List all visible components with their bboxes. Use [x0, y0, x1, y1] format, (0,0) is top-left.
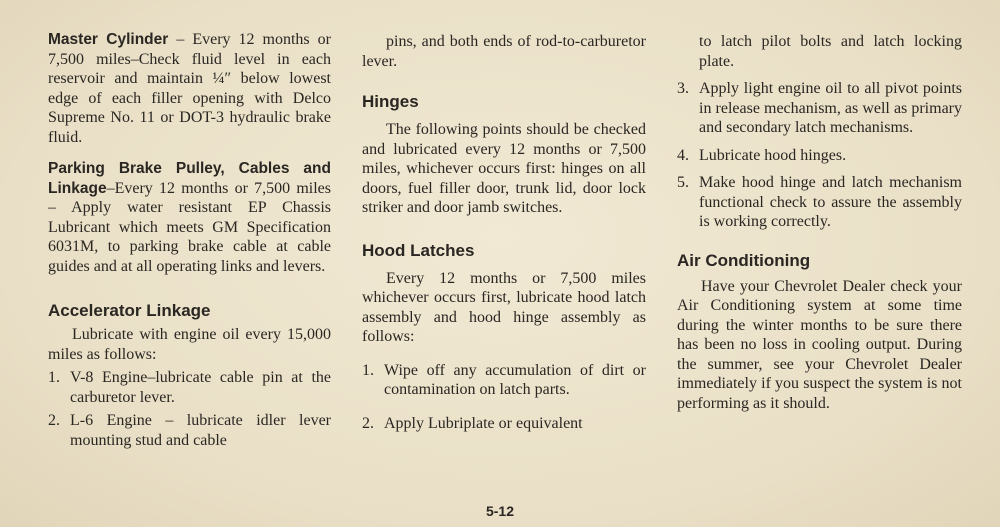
hinges-heading: Hinges	[362, 92, 419, 111]
list-item	[48, 368, 331, 407]
hood-latches-list-continued	[677, 79, 962, 232]
parking-brake-heading: Parking Brake Pulley, Cables and Linkage	[48, 160, 331, 197]
list-item-text: Apply light engine oil to all pivot points in release mechanism, as well as primary and secondary latch mechanisms.	[699, 80, 962, 136]
list-item-number: 2.	[48, 412, 60, 429]
list-item-number: 2.	[362, 414, 374, 432]
list-item	[362, 414, 646, 434]
list-item-text: Make hood hinge and latch mechanism functional check to assure the assembly is working correctly.	[699, 174, 962, 230]
accelerator-intro: Lubricate with engine oil every 15,000 miles as follows:	[48, 326, 331, 363]
list-item-number: 1.	[362, 361, 374, 379]
column-right	[677, 32, 962, 413]
list-item-text: V-8 Engine–lubricate cable pin at the carburetor lever.	[70, 369, 331, 406]
list-item-text: Apply Lubriplate or equivalent	[384, 414, 583, 432]
list-item-number: 3.	[677, 80, 689, 97]
accelerator-linkage-heading: Accelerator Linkage	[48, 301, 211, 320]
hood-latches-heading: Hood Latches	[362, 240, 475, 260]
list-item	[48, 411, 331, 450]
list-item	[362, 361, 646, 400]
list-item	[677, 173, 962, 232]
column-left	[48, 30, 331, 450]
page-number: 5-12	[485, 503, 515, 519]
list-item-number: 5.	[677, 174, 689, 191]
list-item-text: L-6 Engine – lubricate idler lever mounting stud and cable	[70, 412, 331, 449]
list-item-number: 4.	[677, 146, 689, 164]
air-conditioning-heading: Air Conditioning	[677, 250, 811, 270]
master-cylinder-paragraph	[48, 30, 331, 147]
column-middle	[362, 32, 646, 433]
hood-latches-list	[362, 361, 646, 434]
list-item	[677, 146, 962, 166]
hinges-text: The following points should be checked and lubricated every 12 months or 7,500 miles, whichever occurs first: hinges on all doors, fuel filler door, trunk lid, door lock striker and door jamb switches.	[362, 121, 646, 216]
continued-text: to latch pilot bolts and latch locking plate.	[699, 33, 962, 70]
list-item-text: Lubricate hood hinges.	[699, 146, 847, 164]
hood-latches-intro: Every 12 months or 7,500 miles whichever occurs first, lubricate hood latch assembly and hood hinge assembly as follows:	[362, 269, 646, 345]
parking-brake-text: –Every 12 months or 7,500 miles – Apply water resistant EP Chassis Lubricant which meets GM Specification 6031M, to parking brake cable at cable guides and at all operating links and levers.	[48, 179, 331, 275]
accelerator-list	[48, 368, 331, 450]
master-cylinder-heading: Master Cylinder	[48, 31, 169, 48]
air-conditioning-text: Have your Chevrolet Dealer check your Air Conditioning system at some time during the winter months to be sure there has been no loss in cooling output. During the summer, see your Chevrolet Dealer immediately if you suspect the system is not performing as it should.	[677, 277, 962, 412]
list-item-number: 1.	[48, 369, 60, 386]
list-item	[677, 79, 962, 138]
list-item-text: Wipe off any accumulation of dirt or contamination on latch parts.	[384, 361, 646, 398]
continued-text: pins, and both ends of rod-to-carburetor lever.	[362, 33, 646, 70]
parking-brake-paragraph	[48, 159, 331, 276]
master-cylinder-text: – Every 12 months or 7,500 miles–Check fluid level in each reservoir and maintain ¼″ below lowest edge of each filler opening with Delco Supreme No. 11 or DOT-3 hydraulic brake fluid.	[48, 31, 331, 146]
